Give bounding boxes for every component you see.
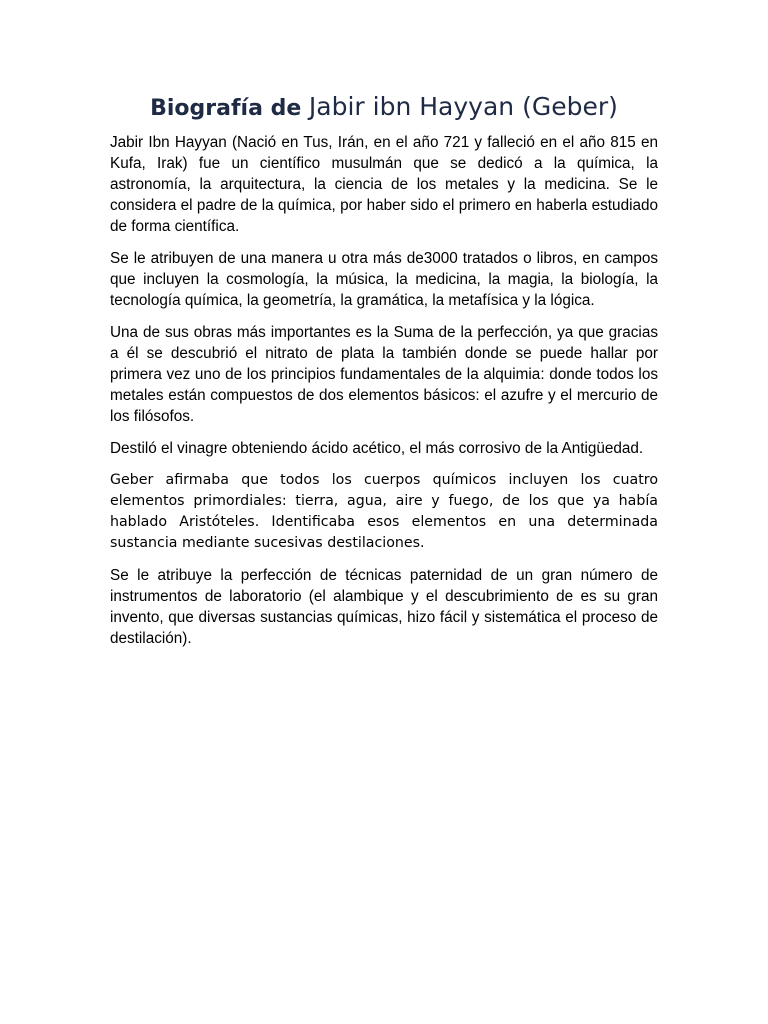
- document-body: [110, 132, 658, 660]
- paragraph-works: Se le atribuyen de una manera u otra más de3000 tratados o libros, en campos que incluyen la cosmología, la música, la medicina, la magia, la biología, la tecnología química, la geometría, la gramática, la metafísica y la lógica.: [110, 250, 658, 309]
- title-prefix: Biografía de: [150, 96, 309, 121]
- title-name: Jabir ibn Hayyan (Geber): [308, 92, 618, 121]
- page-title: [0, 86, 768, 123]
- paragraph-elementos: Geber afirmaba que todos los cuerpos químicos incluyen los cuatro elementos primordiales: tierra, agua, aire y fuego, de los que ya había hablado Aristóteles. Identificaba esos elementos en una determinada sustancia mediante sucesivas destilaciones.: [110, 472, 658, 551]
- paragraph-vinagre: Destiló el vinagre obteniendo ácido acético, el más corrosivo de la Antigüedad.: [110, 440, 644, 457]
- paragraph-intro: Jabir Ibn Hayyan (Nació en Tus, Irán, en el año 721 y falleció en el año 815 en Kufa, Irak) fue un científico musulmán que se dedicó a la química, la astronomía, la arquitectura, la ciencia de los metales y la medicina. Se le considera el padre de la química, por haber sido el primero en haberla estudiado de forma científica.: [110, 134, 658, 235]
- paragraph-instrumentos: Se le atribuye la perfección de técnicas paternidad de un gran número de instrumentos de laboratorio (el alambique y el descubrimiento de es su gran invento, que diversas sustancias químicas, hizo fácil y sistemática el proceso de destilación).: [110, 567, 658, 647]
- paragraph-suma: Una de sus obras más importantes es la Suma de la perfección, ya que gracias a él se descubrió el nitrato de plata la también donde se puede hallar por primera vez uno de los principios fundamentales de la alquimia: donde todos los metales están compuestos de dos elementos básicos: el azufre y el mercurio de los filósofos.: [110, 324, 658, 425]
